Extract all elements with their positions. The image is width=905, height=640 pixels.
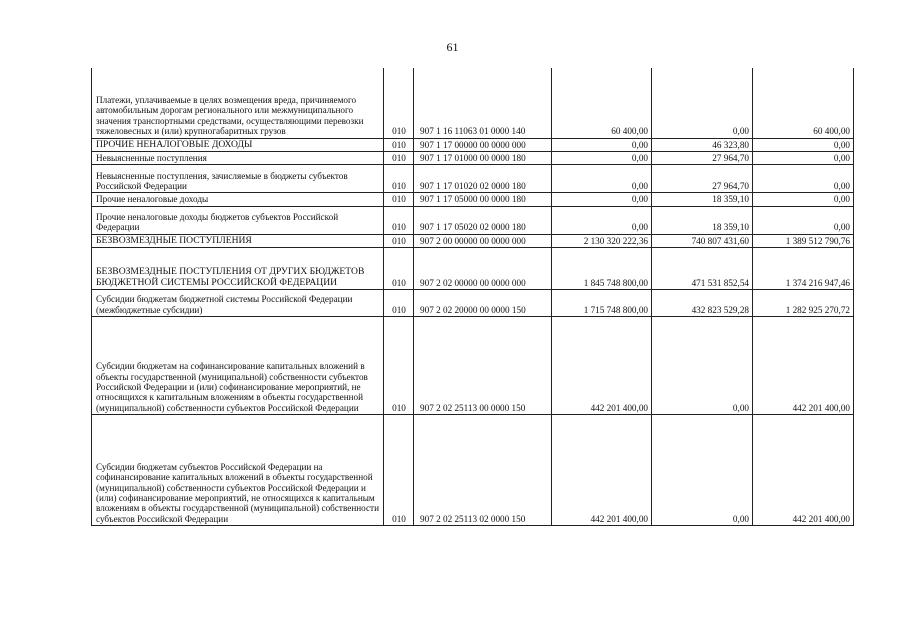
row-kbk: 907 1 17 01000 00 0000 180: [414, 151, 552, 164]
row-value-1: 2 130 320 222,36: [552, 234, 652, 247]
table-row: [92, 234, 854, 247]
row-kbk: 907 2 02 20000 00 0000 150: [414, 290, 552, 317]
row-value-3: 442 201 400,00: [753, 317, 854, 415]
row-code: 010: [384, 206, 414, 234]
row-value-2: 27 964,70: [652, 151, 753, 164]
row-value-2: 432 823 529,28: [652, 290, 753, 317]
table-row: [92, 248, 854, 290]
row-value-2: 740 807 431,60: [652, 234, 753, 247]
row-value-3: 442 201 400,00: [753, 415, 854, 526]
row-value-3: 0,00: [753, 206, 854, 234]
table-row: [92, 415, 854, 526]
row-value-3: 1 282 925 270,72: [753, 290, 854, 317]
row-value-2: 471 531 852,54: [652, 248, 753, 290]
row-value-1: 1 845 748 800,00: [552, 248, 652, 290]
row-value-2: 46 323,80: [652, 138, 753, 151]
row-value-2: 18 359,10: [652, 206, 753, 234]
table-row: [92, 317, 854, 415]
row-kbk: 907 1 17 01020 02 0000 180: [414, 165, 552, 193]
row-value-3: 0,00: [753, 193, 854, 206]
row-value-1: 0,00: [552, 138, 652, 151]
row-name: Прочие неналоговые доходы: [92, 193, 384, 206]
row-value-1: 0,00: [552, 165, 652, 193]
row-value-1: 442 201 400,00: [552, 415, 652, 526]
row-name: Невыясненные поступления: [92, 151, 384, 164]
row-value-1: 442 201 400,00: [552, 317, 652, 415]
row-code: 010: [384, 290, 414, 317]
row-name: ПРОЧИЕ НЕНАЛОГОВЫЕ ДОХОДЫ: [92, 138, 384, 151]
row-value-3: 1 389 512 790,76: [753, 234, 854, 247]
row-value-2: 27 964,70: [652, 165, 753, 193]
row-value-3: 0,00: [753, 151, 854, 164]
row-code: 010: [384, 68, 414, 138]
row-kbk: 907 1 17 05020 02 0000 180: [414, 206, 552, 234]
row-code: 010: [384, 193, 414, 206]
row-name: БЕЗВОЗМЕЗДНЫЕ ПОСТУПЛЕНИЯ ОТ ДРУГИХ БЮДЖЕТОВ БЮДЖЕТНОЙ СИСТЕМЫ РОССИЙСКОЙ ФЕДЕРАЦИИ: [92, 248, 384, 290]
row-code: 010: [384, 415, 414, 526]
row-value-1: 0,00: [552, 193, 652, 206]
row-kbk: 907 2 02 00000 00 0000 000: [414, 248, 552, 290]
row-name: БЕЗВОЗМЕЗДНЫЕ ПОСТУПЛЕНИЯ: [92, 234, 384, 247]
row-kbk: 907 2 00 00000 00 0000 000: [414, 234, 552, 247]
row-value-1: 60 400,00: [552, 68, 652, 138]
row-kbk: 907 1 17 05000 00 0000 180: [414, 193, 552, 206]
row-value-2: 0,00: [652, 317, 753, 415]
row-value-2: 0,00: [652, 415, 753, 526]
row-kbk: 907 1 17 00000 00 0000 000: [414, 138, 552, 151]
row-name: Субсидии бюджетам бюджетной системы Российской Федерации (межбюджетные субсидии): [92, 290, 384, 317]
row-value-3: 0,00: [753, 138, 854, 151]
table-row: [92, 165, 854, 193]
row-value-1: 0,00: [552, 206, 652, 234]
row-value-1: 0,00: [552, 151, 652, 164]
row-value-3: 60 400,00: [753, 68, 854, 138]
table-row: [92, 151, 854, 164]
row-value-2: 0,00: [652, 68, 753, 138]
row-value-3: 1 374 216 947,46: [753, 248, 854, 290]
row-code: 010: [384, 317, 414, 415]
row-name: Невыясненные поступления, зачисляемые в бюджеты субъектов Российской Федерации: [92, 165, 384, 193]
row-code: 010: [384, 165, 414, 193]
row-code: 010: [384, 248, 414, 290]
table-row: [92, 138, 854, 151]
row-kbk: 907 1 16 11063 01 0000 140: [414, 68, 552, 138]
row-kbk: 907 2 02 25113 02 0000 150: [414, 415, 552, 526]
row-name: Платежи, уплачиваемые в целях возмещения вреда, причиняемого автомобильным дорогам регионального или межмуниципального значения транспортными средствами, осуществляющими перевозки тяжеловесных и (или) крупногабаритных грузов: [92, 68, 384, 138]
row-code: 010: [384, 234, 414, 247]
table-row: [92, 290, 854, 317]
budget-table: [91, 68, 854, 526]
row-name: Субсидии бюджетам субъектов Российской Федерации на софинансирование капитальных вложений в объекты государственной (муниципальной) собственности субъектов Российской Федерации и (или) софинансирование мероприятий, не относящихся к капитальным вложениям в объекты государственной (муниципальной) собственности субъектов Российской Федерации: [92, 415, 384, 526]
row-code: 010: [384, 151, 414, 164]
table-row: [92, 206, 854, 234]
page-number: 61: [446, 40, 459, 54]
row-code: 010: [384, 138, 414, 151]
row-name: Прочие неналоговые доходы бюджетов субъектов Российской Федерации: [92, 206, 384, 234]
table-row: [92, 68, 854, 138]
row-value-3: 0,00: [753, 165, 854, 193]
row-value-1: 1 715 748 800,00: [552, 290, 652, 317]
row-kbk: 907 2 02 25113 00 0000 150: [414, 317, 552, 415]
table-row: [92, 193, 854, 206]
row-value-2: 18 359,10: [652, 193, 753, 206]
row-name: Субсидии бюджетам на софинансирование капитальных вложений в объекты государственной (муниципальной) собственности субъектов Российской Федерации и (или) софинансирование мероприятий, не относящихся к капитальным вложениям в объекты государственной (муниципальной) собственности субъектов Российской Федерации: [92, 317, 384, 415]
